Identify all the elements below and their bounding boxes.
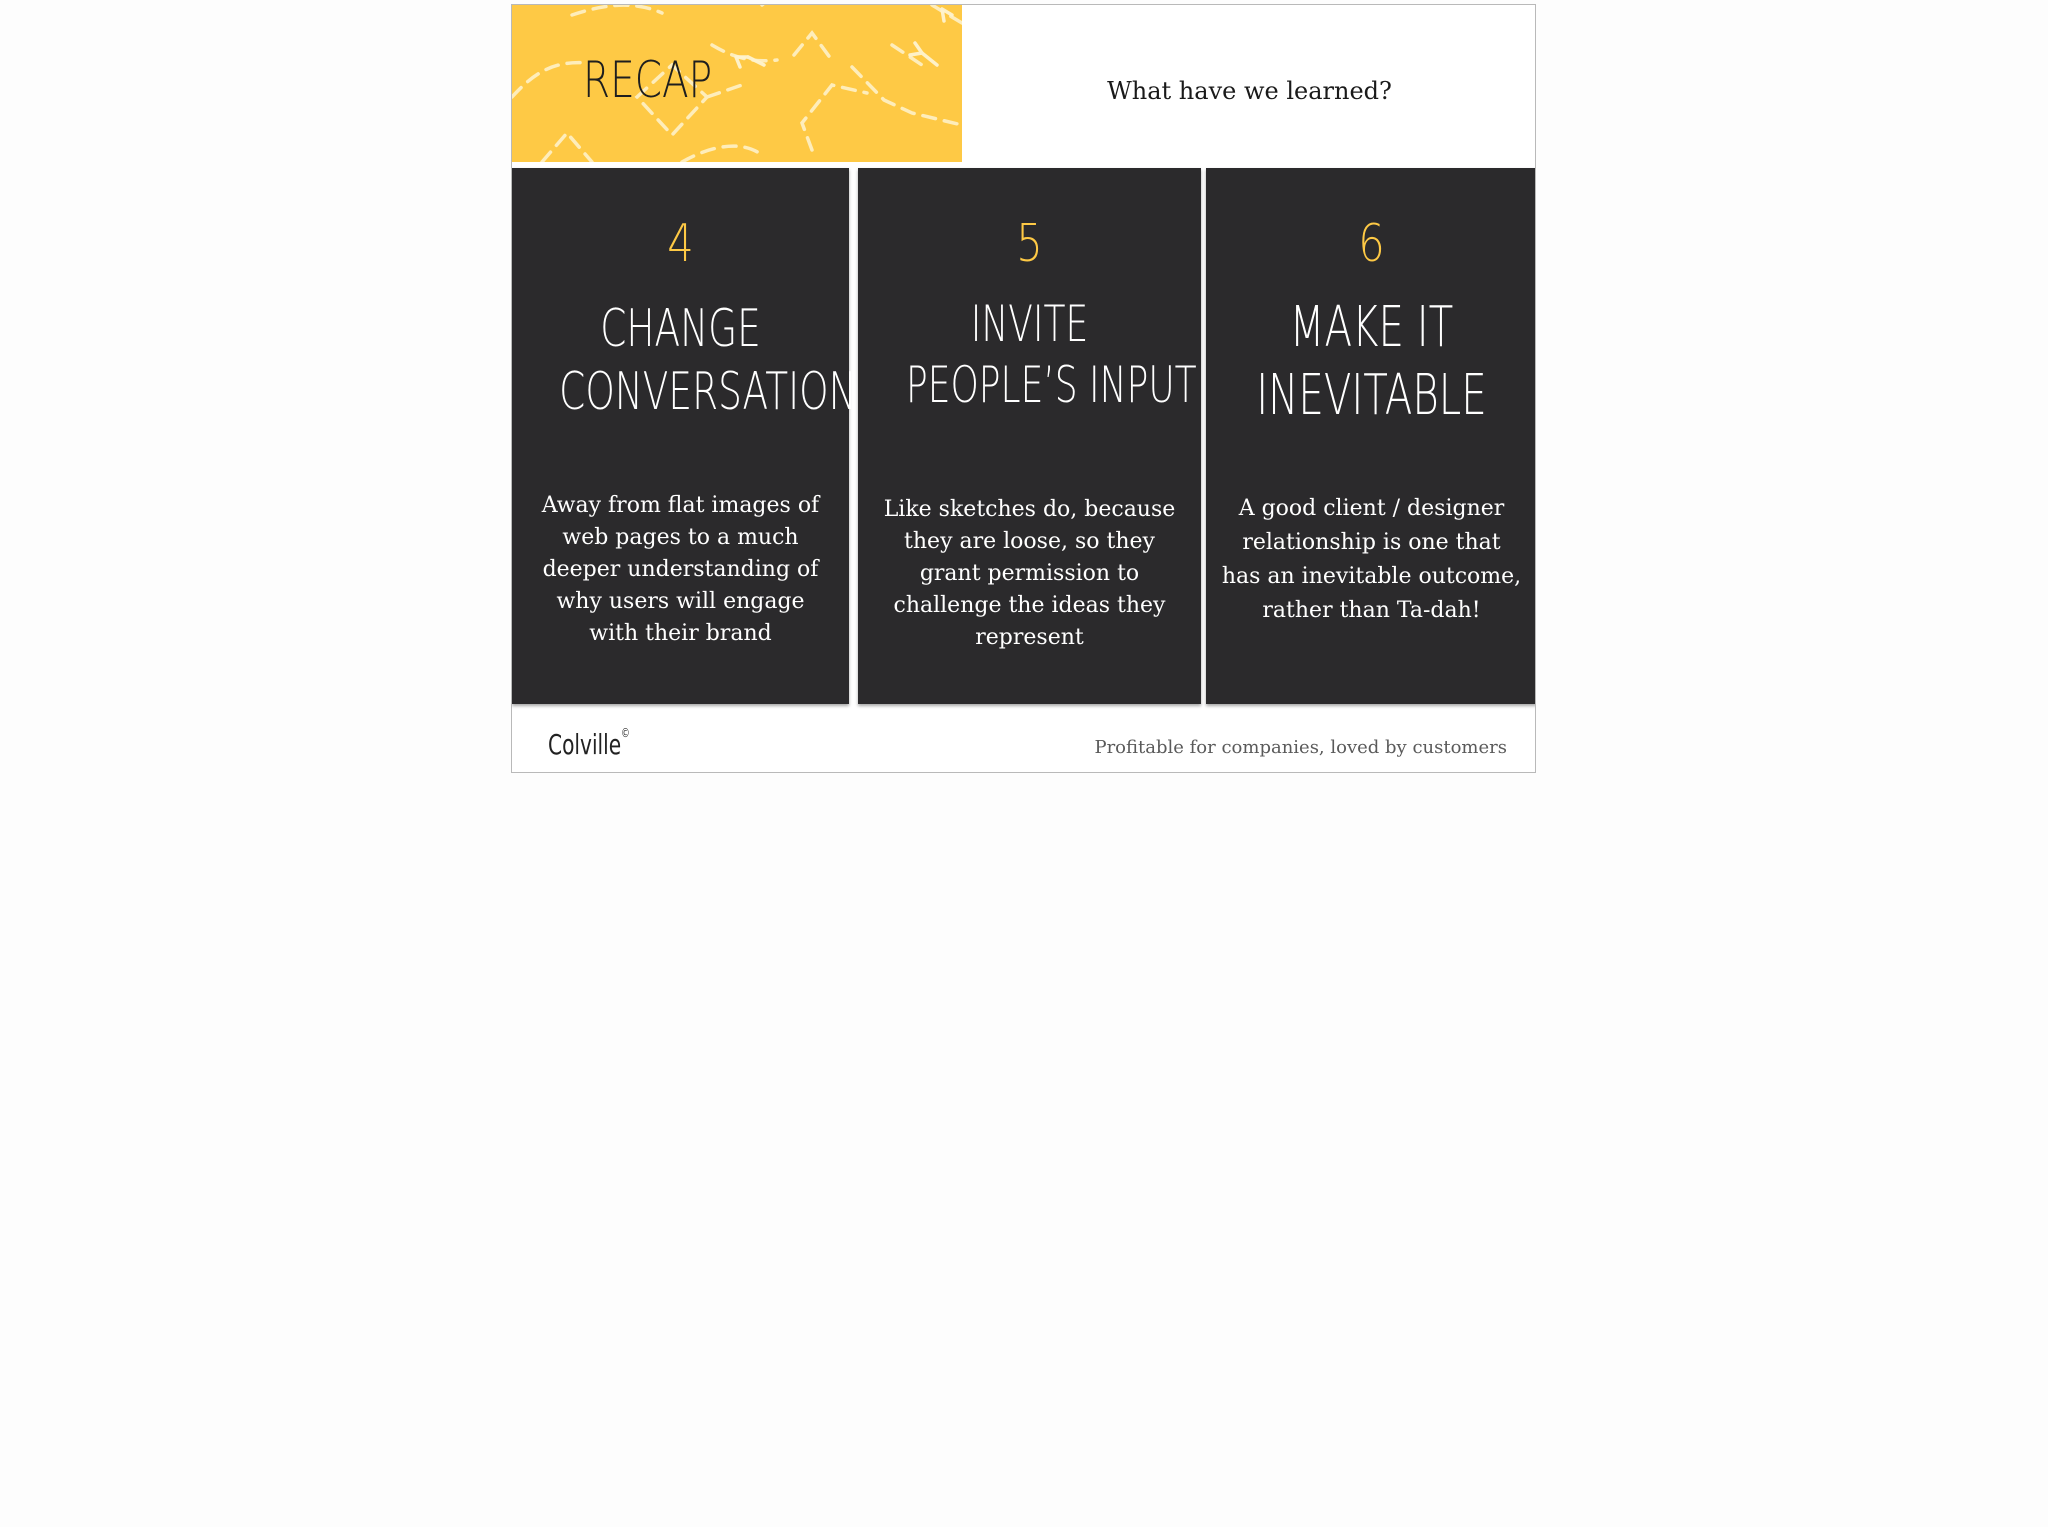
card-body (1217, 492, 1527, 628)
card-heading-line: MAKE IT (1289, 295, 1454, 360)
slide (511, 4, 1536, 773)
footer-brand-name: Colville (548, 728, 622, 761)
card-heading-line: INEVITABLE (1256, 363, 1487, 429)
card-heading-line: INVITE (970, 295, 1089, 353)
card-body-line: deeper understanding of (542, 557, 819, 582)
card-heading (512, 298, 857, 425)
card-body-line: represent (975, 625, 1084, 650)
card-body-line: relationship is one that (1242, 530, 1501, 555)
card-body-line: with their brand (589, 621, 772, 646)
card-body-line: why users will engage (556, 589, 805, 614)
card-body-line: rather than Ta-dah! (1262, 598, 1481, 623)
card-body-line: Like sketches do, because (883, 497, 1176, 522)
copyright-mark: © (621, 726, 630, 740)
card-heading (858, 294, 1201, 416)
card-heading-line: CONVERSATION (559, 362, 857, 423)
card-number: 4 (667, 214, 694, 274)
card-heading (1206, 294, 1536, 431)
card-body (531, 490, 831, 650)
recap-card-4 (512, 168, 857, 704)
header-subtitle: What have we learned? (1107, 77, 1392, 105)
dashed-arrows-pattern (512, 5, 962, 162)
card-body-line: Away from flat images of (541, 493, 820, 518)
footer-tagline: Profitable for companies, loved by customers (1094, 737, 1507, 758)
card-body-line: they are loose, so they (904, 529, 1155, 554)
card-body (880, 494, 1180, 654)
card-body-line: web pages to a much (562, 525, 799, 550)
recap-card-5 (858, 168, 1201, 704)
header-banner (512, 5, 962, 162)
recap-card-6 (1206, 168, 1536, 704)
card-body-line: challenge the ideas they (893, 593, 1166, 618)
card-body-line: has an inevitable outcome, (1221, 564, 1522, 589)
card-heading-line: CHANGE (600, 299, 761, 359)
recap-title: RECAP (583, 51, 713, 109)
card-body-line: A good client / designer (1238, 496, 1505, 521)
card-number: 5 (1016, 214, 1043, 274)
footer-brand-logo (548, 726, 630, 761)
card-number: 6 (1358, 214, 1385, 274)
card-heading-line: PEOPLE’S INPUT (906, 356, 1197, 414)
card-body-line: grant permission to (919, 561, 1140, 586)
